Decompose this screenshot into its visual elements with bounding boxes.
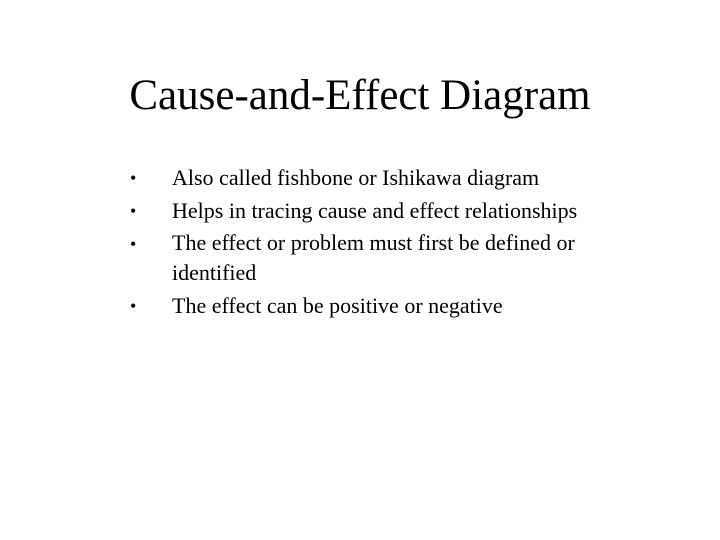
bullet-text: The effect or problem must first be defined or identified: [172, 230, 575, 285]
bullet-point-icon: •: [130, 201, 137, 221]
list-item: [0, 228, 720, 289]
list-item: [0, 290, 720, 322]
bullet-point-icon: •: [130, 296, 137, 316]
bullet-text: Also called fishbone or Ishikawa diagram: [172, 165, 540, 190]
list-item: [0, 162, 720, 194]
bullet-point-icon: •: [130, 234, 137, 254]
list-item: [0, 195, 720, 227]
bullet-text: The effect can be positive or negative: [172, 293, 503, 318]
bullet-point-icon: •: [130, 168, 137, 188]
bullet-list: [0, 162, 720, 323]
bullet-text: Helps in tracing cause and effect relationships: [172, 198, 578, 223]
slide-title: Cause-and-Effect Diagram: [129, 72, 591, 119]
